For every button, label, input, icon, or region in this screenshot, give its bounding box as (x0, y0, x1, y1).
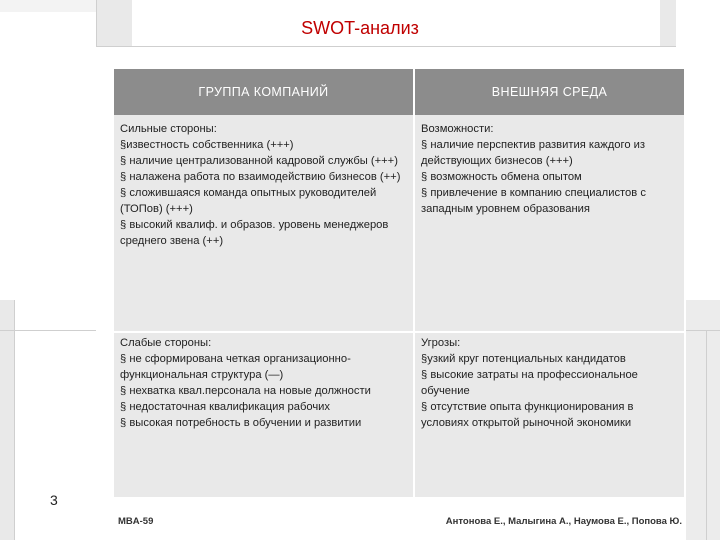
decor-line (706, 330, 707, 540)
page-number: 3 (50, 492, 58, 508)
header-company-group: ГРУППА КОМПАНИЙ (114, 69, 413, 115)
strength-item: § сложившаяся команда опытных руководителей (ТОПов) (+++) (120, 187, 377, 215)
decor-line (14, 300, 15, 540)
decor-line (686, 330, 720, 331)
decor-line (0, 330, 96, 331)
weaknesses-heading: Слабые стороны: (120, 337, 212, 349)
decor-frame (0, 0, 96, 12)
weakness-item: § высокая потребность в обучении и развитии (120, 417, 362, 429)
strength-item: § высокий квалиф. и образов. уровень менеджеров среднего звена (++) (120, 219, 389, 247)
weaknesses-cell (120, 335, 410, 431)
weakness-item: § не сформирована четкая организационно-функциональная структура (—) (120, 353, 351, 381)
header-external-environment: ВНЕШНЯЯ СРЕДА (415, 69, 684, 115)
strength-item: § наличие централизованной кадровой службы (+++) (120, 155, 398, 167)
column-divider (413, 69, 415, 497)
opportunities-cell (421, 121, 679, 217)
opportunity-item: § привлечение в компанию специалистов с западным уровнем образования (421, 187, 646, 215)
weakness-item: § нехватка квал.персонала на новые должности (120, 385, 371, 397)
threat-item: § высокие затраты на профессиональное обучение (421, 369, 638, 397)
threat-item: §узкий круг потенциальных кандидатов (421, 353, 626, 365)
slide-title: SWOT-анализ (301, 18, 419, 38)
strength-item: §известность собственника (+++) (120, 139, 294, 151)
footer-course-label: MBA-59 (118, 516, 154, 527)
threats-heading: Угрозы: (421, 337, 461, 349)
row-divider (114, 331, 684, 333)
weakness-item: § недостаточная квалификация рабочих (120, 401, 331, 413)
strength-item: § налажена работа по взаимодействию бизнесов (++) (120, 171, 401, 183)
threat-item: § отсутствие опыта функционирования в условиях открытой рыночной экономики (421, 401, 634, 429)
opportunity-item: § наличие перспектив развития каждого из действующих бизнесов (+++) (421, 139, 646, 167)
decor-frame (0, 300, 14, 540)
threats-cell (421, 335, 679, 431)
opportunity-item: § возможность обмена опытом (421, 171, 582, 183)
swot-table (114, 69, 684, 497)
opportunities-heading: Возможности: (421, 123, 494, 135)
decor-line (96, 46, 676, 47)
footer-authors: Антонова Е., Малыгина А., Наумова Е., Попова Ю. (445, 516, 682, 527)
strengths-cell (120, 121, 410, 249)
strengths-heading: Сильные стороны: (120, 123, 217, 135)
decor-frame (686, 300, 720, 540)
